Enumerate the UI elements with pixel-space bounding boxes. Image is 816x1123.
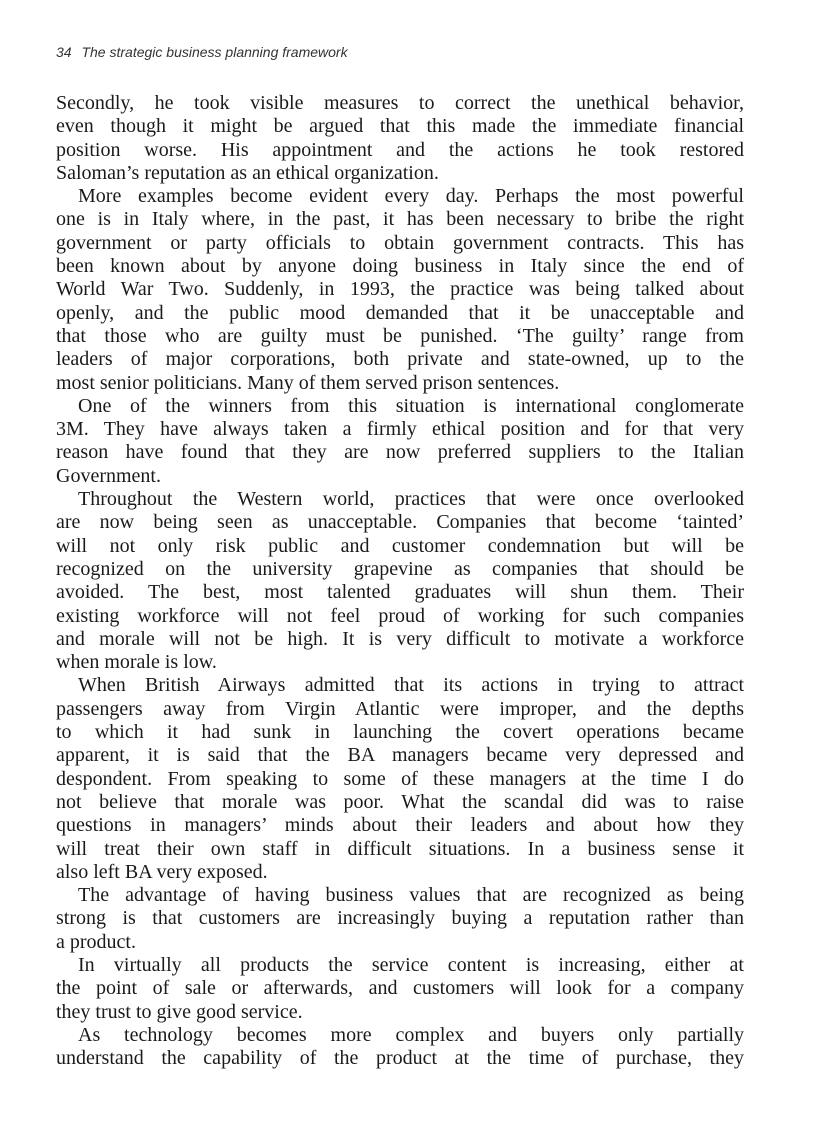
text-line: government or party officials to obtain government contracts. This has <box>56 231 744 254</box>
paragraph <box>56 954 744 1024</box>
text-line: recognized on the university grapevine as companies that should be <box>56 557 744 580</box>
text-line: even though it might be argued that this made the immediate financial <box>56 115 744 138</box>
paragraph <box>56 488 744 674</box>
text-line: a product. <box>56 930 136 953</box>
text-line: also left BA very exposed. <box>56 860 268 883</box>
text-line: In virtually all products the service content is increasing, either at <box>78 953 744 976</box>
text-line: strong is that customers are increasingly buying a reputation rather than <box>56 907 744 930</box>
text-line: openly, and the public mood demanded that it be unacceptable and <box>56 301 744 324</box>
text-line: Saloman’s reputation as an ethical organization. <box>56 161 439 184</box>
text-line: Secondly, he took visible measures to correct the unethical behavior, <box>56 92 744 114</box>
text-line: position worse. His appointment and the actions he took restored <box>56 138 744 161</box>
text-line: been known about by anyone doing business in Italy since the end of <box>56 255 744 278</box>
running-head <box>56 44 348 60</box>
text-line: The advantage of having business values that are recognized as being <box>78 884 744 907</box>
text-line: Throughout the Western world, practices that were once overlooked <box>78 488 744 511</box>
paragraph <box>56 395 744 488</box>
paragraph <box>56 92 744 185</box>
paragraph <box>56 674 744 884</box>
text-line: avoided. The best, most talented graduates will shun them. Their <box>56 581 744 604</box>
text-line: and morale will not be high. It is very difficult to motivate a workforce <box>56 627 744 650</box>
text-line: When British Airways admitted that its actions in trying to attract <box>78 674 744 697</box>
text-line: 3M. They have always taken a firmly ethical position and for that very <box>56 418 744 441</box>
text-line: existing workforce will not feel proud of working for such companies <box>56 604 744 627</box>
text-line: to which it had sunk in launching the covert operations became <box>56 721 744 744</box>
text-line: reason have found that they are now preferred suppliers to the Italian <box>56 441 744 464</box>
text-line: that those who are guilty must be punished. ‘The guilty’ range from <box>56 324 744 347</box>
paragraph <box>56 1024 744 1071</box>
text-line: are now being seen as unacceptable. Companies that become ‘tainted’ <box>56 511 744 534</box>
body-text <box>56 92 744 1070</box>
text-line: will not only risk public and customer condemnation but will be <box>56 534 744 557</box>
text-line: One of the winners from this situation is international conglomerate <box>78 394 744 417</box>
text-line: most senior politicians. Many of them served prison sentences. <box>56 371 560 394</box>
text-line: As technology becomes more complex and buyers only partially <box>78 1023 744 1046</box>
text-line: leaders of major corporations, both private and state-owned, up to the <box>56 348 744 371</box>
text-line: More examples become evident every day. Perhaps the most powerful <box>78 185 744 208</box>
text-line: World War Two. Suddenly, in 1993, the practice was being talked about <box>56 278 744 301</box>
running-title: The strategic business planning framework <box>81 44 348 60</box>
paragraph <box>56 884 744 954</box>
text-line: not believe that morale was poor. What the scandal did was to raise <box>56 790 744 813</box>
text-line: the point of sale or afterwards, and customers will look for a company <box>56 977 744 1000</box>
text-line: Government. <box>56 464 161 487</box>
text-line: they trust to give good service. <box>56 1000 303 1023</box>
text-line: one is in Italy where, in the past, it has been necessary to bribe the right <box>56 208 744 231</box>
text-line: when morale is low. <box>56 651 217 674</box>
text-line: apparent, it is said that the BA managers became very depressed and <box>56 744 744 767</box>
text-line: despondent. From speaking to some of these managers at the time I do <box>56 767 744 790</box>
paragraph <box>56 185 744 395</box>
text-line: passengers away from Virgin Atlantic were improper, and the depths <box>56 697 744 720</box>
text-line: understand the capability of the product at the time of purchase, they <box>56 1047 744 1070</box>
text-line: questions in managers’ minds about their leaders and about how they <box>56 814 744 837</box>
text-line: will treat their own staff in difficult situations. In a business sense it <box>56 837 744 860</box>
page-number: 34 <box>56 44 72 60</box>
